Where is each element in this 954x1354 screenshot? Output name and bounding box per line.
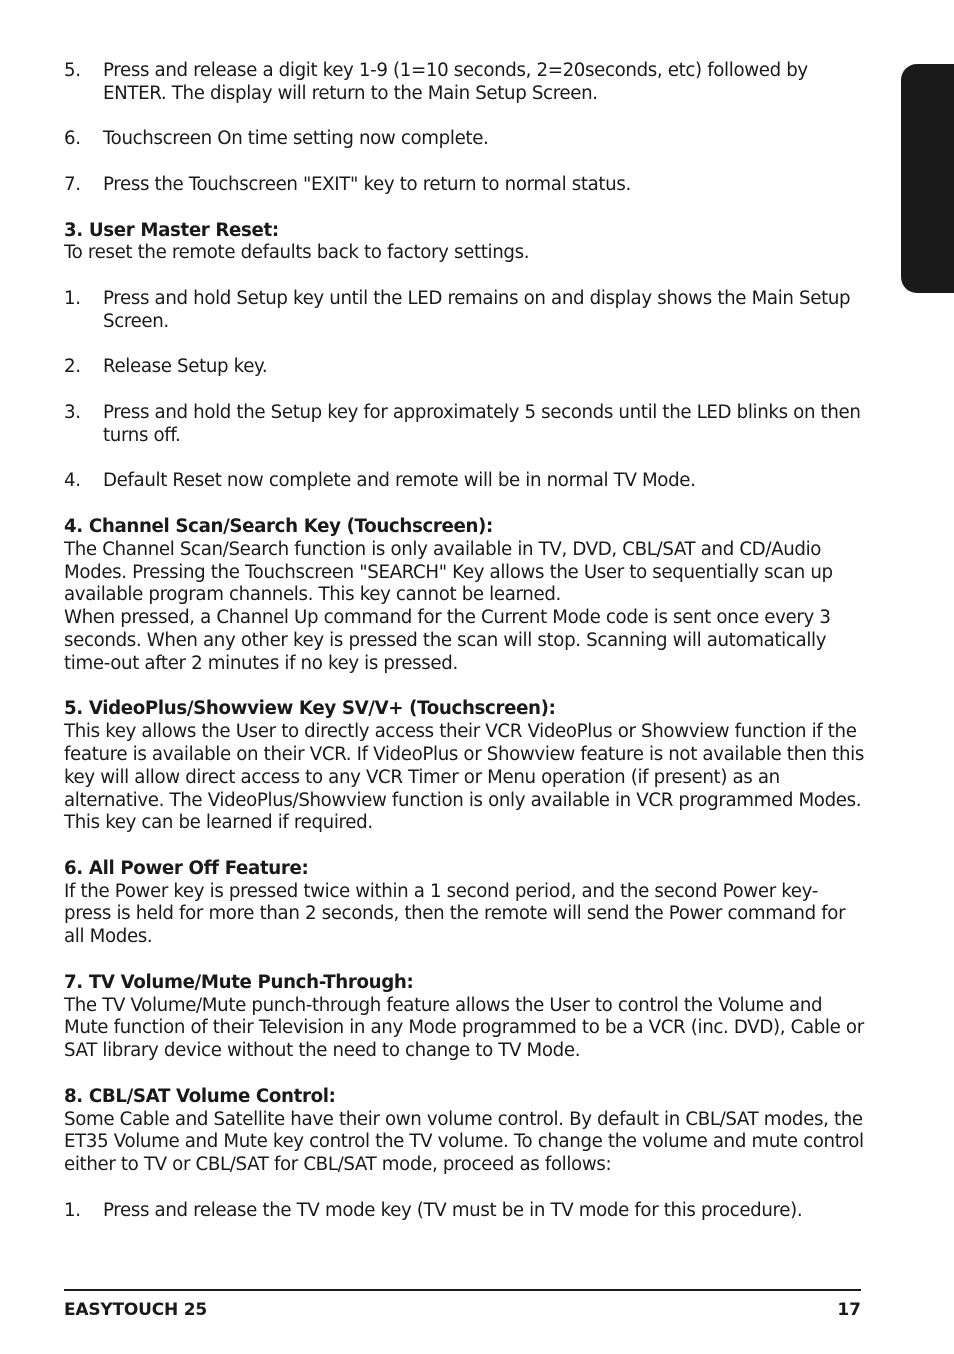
item-text: Release Setup key. <box>103 356 268 378</box>
section-paragraph: When pressed, a Channel Up command for the Current Mode code is sent once every 3 seconds. When any other key is pressed the scan will stop. Scanning will automatically time-out after 2 minutes if no key is pressed. <box>64 607 831 674</box>
section-intro: To reset the remote defaults back to factory settings. <box>64 242 530 264</box>
item-text: Press the Touchscreen "EXIT" key to return to normal status. <box>103 173 631 195</box>
item-text: Press and hold Setup key until the LED remains on and display shows the Main Setup Screen. <box>103 287 851 332</box>
section-paragraph: Some Cable and Satellite have their own volume control. By default in CBL/SAT modes, the ET35 Volume and Mute key control the TV volume. To change the volume and mute control either to TV or CBL/SAT for CBL/SAT mode, proceed as follows: <box>64 1108 864 1176</box>
section-heading: 7. TV Volume/Mute Punch-Through: <box>64 971 414 993</box>
item-number: 4. <box>64 470 81 492</box>
item-number: 7. <box>64 173 81 195</box>
footer-product-name: EASYTOUCH 25 <box>64 1300 208 1320</box>
item-number: 2. <box>64 356 81 378</box>
item-number: 5. <box>64 60 81 81</box>
section-paragraph: The TV Volume/Mute punch-through feature allows the User to control the Volume and Mute function of their Television in any Mode programmed to be a VCR (inc. DVD), Cable or SAT library device without the need to change to TV Mode. <box>64 994 864 1062</box>
item-text: Press and hold the Setup key for approximately 5 seconds until the LED blinks on then turns off. <box>103 401 861 446</box>
item-number: 6. <box>64 128 81 150</box>
page-content <box>64 60 864 1223</box>
list-item <box>64 402 864 448</box>
list-item <box>64 174 864 197</box>
section-heading: 8. CBL/SAT Volume Control: <box>64 1085 336 1107</box>
item-text: Touchscreen On time setting now complete. <box>103 128 489 150</box>
list-item <box>64 356 864 379</box>
section-heading: 6. All Power Off Feature: <box>64 857 309 879</box>
page-number: 17 <box>837 1300 861 1320</box>
item-number: 1. <box>64 287 81 309</box>
item-text: Press and release the TV mode key (TV must be in TV mode for this procedure). <box>103 1199 803 1221</box>
footer-divider <box>64 1289 861 1291</box>
list-item <box>64 288 864 334</box>
section-paragraph: The Channel Scan/Search function is only available in TV, DVD, CBL/SAT and CD/Audio Modes. Pressing the Touchscreen "SEARCH" Key allows the User to sequentially scan up available program channels. This key cannot be learned. <box>64 538 833 606</box>
item-text: Press and release a digit key 1-9 (1=10 seconds, 2=20seconds, etc) followed by ENTER. The display will return to the Main Setup Screen. <box>103 60 808 104</box>
list-item <box>64 128 864 151</box>
section-heading: 5. VideoPlus/Showview Key SV/V+ (Touchscreen): <box>64 698 556 720</box>
section-tab <box>901 64 954 293</box>
list-item <box>64 60 864 106</box>
list-item <box>64 1200 864 1223</box>
item-text: Default Reset now complete and remote will be in normal TV Mode. <box>103 470 696 492</box>
item-number: 1. <box>64 1199 81 1221</box>
section-paragraph: This key allows the User to directly access their VCR VideoPlus or Showview function if the feature is available on their VCR. If VideoPlus or Showview feature is not available then this key will allow direct access to any VCR Timer or Menu operation (if present) as an alternative. The VideoPlus/Showview function is only available in VCR programmed Modes. This key can be learned if required. <box>64 721 864 834</box>
section-heading: 4. Channel Scan/Search Key (Touchscreen): <box>64 515 493 537</box>
section-heading: 3. User Master Reset: <box>64 219 279 241</box>
list-item <box>64 470 864 493</box>
item-number: 3. <box>64 401 81 423</box>
section-paragraph: If the Power key is pressed twice within a 1 second period, and the second Power key-press is held for more than 2 seconds, then the remote will send the Power command for all Modes. <box>64 880 846 948</box>
